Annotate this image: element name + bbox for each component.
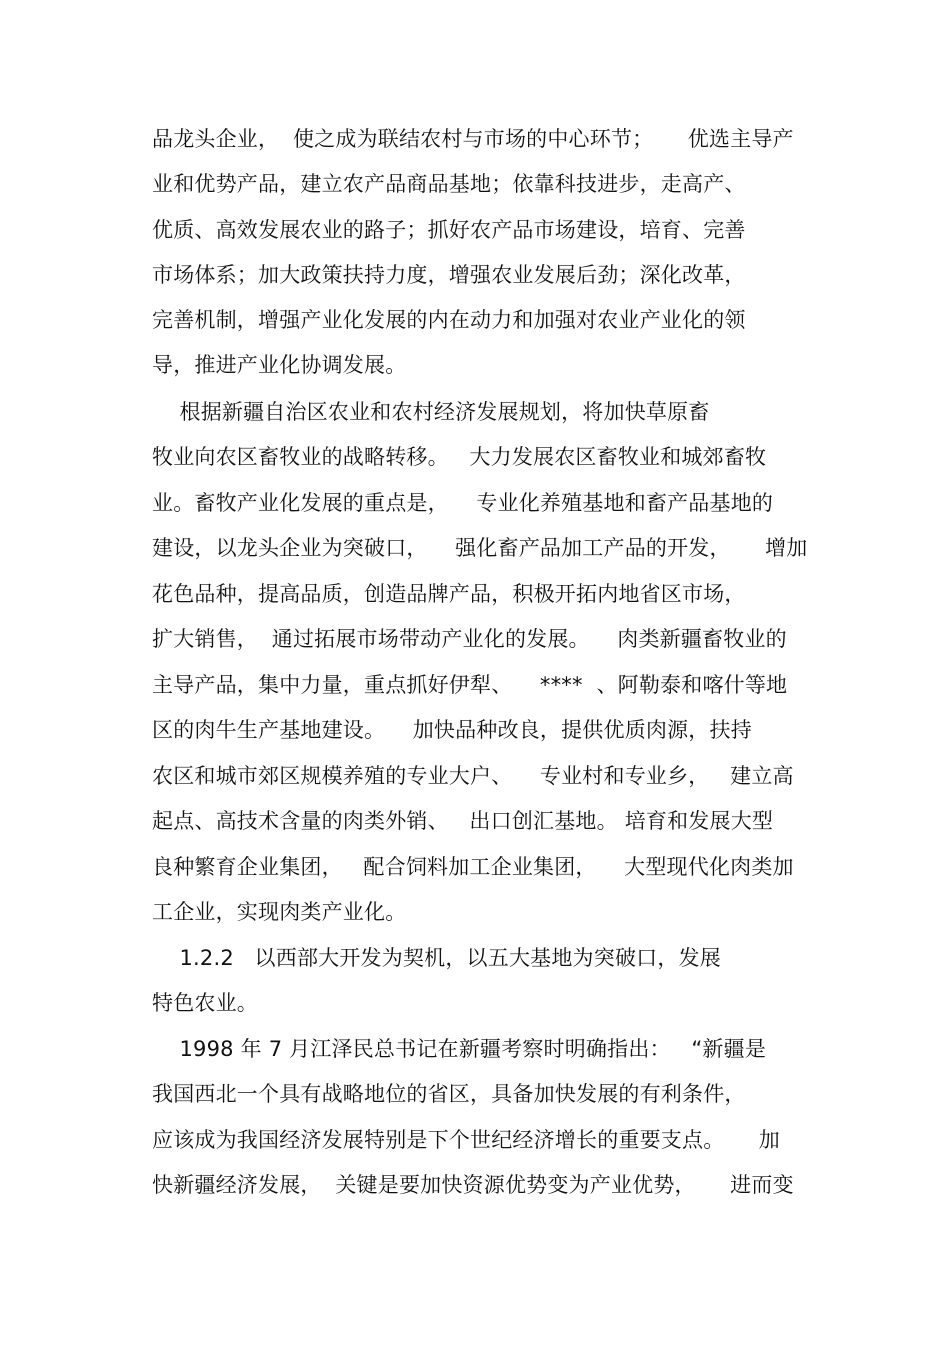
text-line: 业和优势产品，建立农产品商品基地；依靠科技进步，走高产、 <box>152 172 746 196</box>
text-line: 良种繁育企业集团， 配合饲料加工企业集团， 大型现代化肉类加 <box>152 855 794 879</box>
text-line: 快新疆经济发展， 关键是要加快资源优势变为产业优势， 进而变 <box>152 1173 794 1197</box>
text-line: 根据新疆自治区农业和农村经济发展规划，将加快草原畜 <box>152 400 710 424</box>
text-line: 应该成为我国经济发展特别是下个世纪经济增长的重要支点。 加 <box>152 1128 780 1152</box>
text-line: 起点、高技术含量的肉类外销、 出口创汇基地。 培育和发展大型 <box>152 809 774 833</box>
text-line: 扩大销售， 通过拓展市场带动产业化的发展。 肉类新疆畜牧业的 <box>152 627 787 651</box>
text-line: 我国西北一个具有战略地位的省区，具备加快发展的有利条件， <box>152 1082 746 1106</box>
text-line: 牧业向农区畜牧业的战略转移。 大力发展农区畜牧业和城郊畜牧 <box>152 445 767 469</box>
text-line: 建设，以龙头企业为突破口， 强化畜产品加工产品的开发， 增加 <box>152 536 808 560</box>
text-line: 农区和城市郊区规模养殖的专业大户、 专业村和专业乡， 建立高 <box>152 764 794 788</box>
text-line: 1.2.2 以西部大开发为契机，以五大基地为突破口，发展 <box>152 946 721 970</box>
text-line: 花色品种，提高品质，创造品牌产品，积极开拓内地省区市场， <box>152 582 746 606</box>
text-line: 导，推进产业化协调发展。 <box>152 353 407 377</box>
text-line: 完善机制，增强产业化发展的内在动力和加强对农业产业化的领 <box>152 308 746 332</box>
text-line: 品龙头企业， 使之成为联结农村与市场的中心环节； 优选主导产 <box>152 127 794 151</box>
text-line: 特色农业。 <box>152 991 258 1015</box>
text-line: 市场体系；加大政策扶持力度，增强农业发展后劲；深化改革， <box>152 263 746 287</box>
text-line: 区的肉牛生产基地建设。 加快品种改良，提供优质肉源，扶持 <box>152 718 752 742</box>
text-line: 1998 年 7 月江泽民总书记在新疆考察时明确指出： “新疆是 <box>152 1037 767 1061</box>
text-line: 优质、高效发展农业的路子；抓好农产品市场建设，培育、完善 <box>152 218 746 242</box>
text-line: 主导产品，集中力量，重点抓好伊犁、 **** 、阿勒泰和喀什等地 <box>152 673 788 697</box>
text-line: 工企业，实现肉类产业化。 <box>152 900 407 924</box>
text-line: 业。畜牧产业化发展的重点是， 专业化养殖基地和畜产品基地的 <box>152 491 774 515</box>
